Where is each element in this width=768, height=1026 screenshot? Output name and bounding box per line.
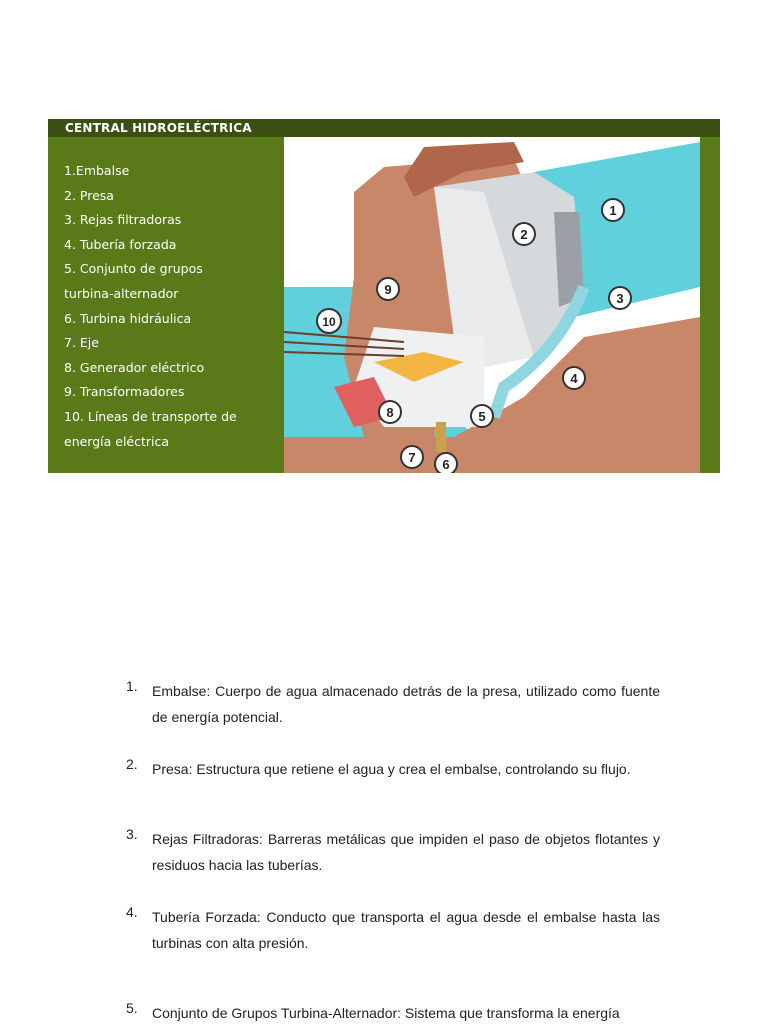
callout-2: [513, 223, 535, 245]
list-item-number: 3.: [126, 826, 138, 842]
legend-item: 7. Eje: [64, 335, 99, 351]
legend-item: 6. Turbina hidráulica: [64, 310, 192, 326]
list-item: [126, 756, 660, 782]
legend-item: 5. Conjunto de grupos: [64, 261, 203, 277]
list-item-text: Embalse: Cuerpo de agua almacenado detrás de la presa, utilizado como fuente de energía potencial.: [152, 683, 660, 725]
list-item-number: 4.: [126, 904, 138, 920]
callout-5-label: 5: [478, 409, 486, 424]
legend-item: turbina-alternador: [64, 285, 179, 301]
plant-illustration: [284, 137, 700, 473]
list-item: [126, 1000, 660, 1026]
callout-9-label: 9: [384, 282, 392, 297]
hydro-plant-figure: [48, 119, 720, 473]
legend-item: 8. Generador eléctrico: [64, 359, 205, 375]
list-item-number: 1.: [126, 678, 138, 694]
list-item: [126, 826, 660, 878]
callout-7: [401, 446, 423, 468]
list-item-text: Rejas Filtradoras: Barreras metálicas que impiden el paso de objetos flotantes y residuos hacia las tuberías.: [152, 831, 660, 873]
callout-8-label: 8: [386, 405, 394, 420]
callout-5: [471, 405, 493, 427]
callout-2-label: 2: [520, 227, 528, 242]
list-item-number: 2.: [126, 756, 138, 772]
callout-3: [609, 287, 631, 309]
callout-1-label: 1: [609, 203, 617, 218]
list-item-text: Tubería Forzada: Conducto que transporta el agua desde el embalse hasta las turbinas con alta presión.: [152, 909, 660, 951]
legend-item: 10. Líneas de transporte de: [64, 408, 237, 424]
callout-7-label: 7: [408, 450, 416, 465]
callout-3-label: 3: [616, 291, 624, 306]
callout-10: [317, 309, 341, 333]
legend-item: 9. Transformadores: [64, 384, 185, 400]
list-item-text: Presa: Estructura que retiene el agua y crea el embalse, controlando su flujo.: [152, 761, 631, 777]
legend-item: 4. Tubería forzada: [64, 236, 177, 252]
callout-6-label: 6: [442, 457, 450, 472]
plant-illustration-svg: [284, 137, 700, 473]
callout-1: [602, 199, 624, 221]
legend-item: 1.Embalse: [64, 163, 130, 178]
turbine-shaft: [436, 422, 446, 452]
legend-item: energía eléctrica: [64, 433, 170, 449]
callout-4: [563, 367, 585, 389]
list-item: [126, 904, 660, 956]
figure-right-border: [700, 137, 720, 473]
callout-10-label: 10: [322, 315, 336, 329]
list-item-number: 5.: [126, 1000, 138, 1016]
list-item-text: Conjunto de Grupos Turbina-Alternador: Sistema que transforma la energía: [152, 1005, 620, 1021]
callout-4-label: 4: [570, 371, 578, 386]
callout-6: [435, 453, 457, 473]
list-item: [126, 678, 660, 730]
callout-8: [379, 401, 401, 423]
figure-title: CENTRAL HIDROELÉCTRICA: [65, 121, 252, 135]
figure-title-bar: [48, 119, 720, 137]
legend-item: 3. Rejas filtradoras: [64, 212, 182, 228]
legend-item: 2. Presa: [64, 187, 114, 203]
figure-legend: [64, 159, 286, 454]
callout-9: [377, 278, 399, 300]
